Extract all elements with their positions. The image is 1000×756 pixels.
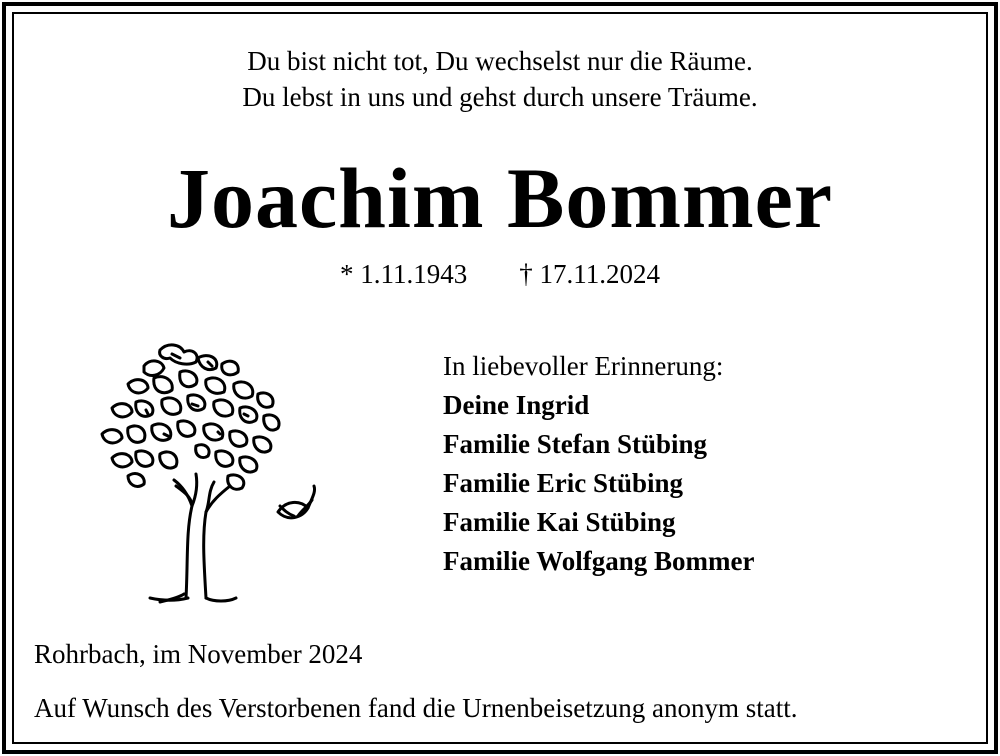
life-dates bbox=[0, 256, 1000, 292]
burial-notice: Auf Wunsch des Verstorbenen fand die Urnenbeisetzung anonym statt. bbox=[34, 693, 798, 723]
tree-icon bbox=[88, 336, 328, 608]
birth-date: * 1.11.1943 bbox=[340, 259, 468, 289]
mourner-name: Familie Wolfgang Bommer bbox=[443, 546, 755, 576]
death-date: † 17.11.2024 bbox=[519, 259, 660, 289]
poem-line-1: Du bist nicht tot, Du wechselst nur die Räume. bbox=[247, 46, 753, 76]
deceased-name: Joachim Bommer bbox=[166, 150, 833, 246]
mourner-name: Familie Stefan Stübing bbox=[443, 429, 708, 459]
mourner-name: Familie Kai Stübing bbox=[443, 507, 676, 537]
poem bbox=[0, 43, 1000, 115]
mourner-name: Deine Ingrid bbox=[443, 390, 590, 420]
poem-line-2: Du lebst in uns und gehst durch unsere Träume. bbox=[242, 82, 758, 112]
mourners-block bbox=[443, 347, 754, 581]
remembrance-intro: In liebevoller Erinnerung: bbox=[443, 351, 724, 381]
place-and-date: Rohrbach, im November 2024 bbox=[34, 639, 363, 669]
mourner-name: Familie Eric Stübing bbox=[443, 468, 684, 498]
